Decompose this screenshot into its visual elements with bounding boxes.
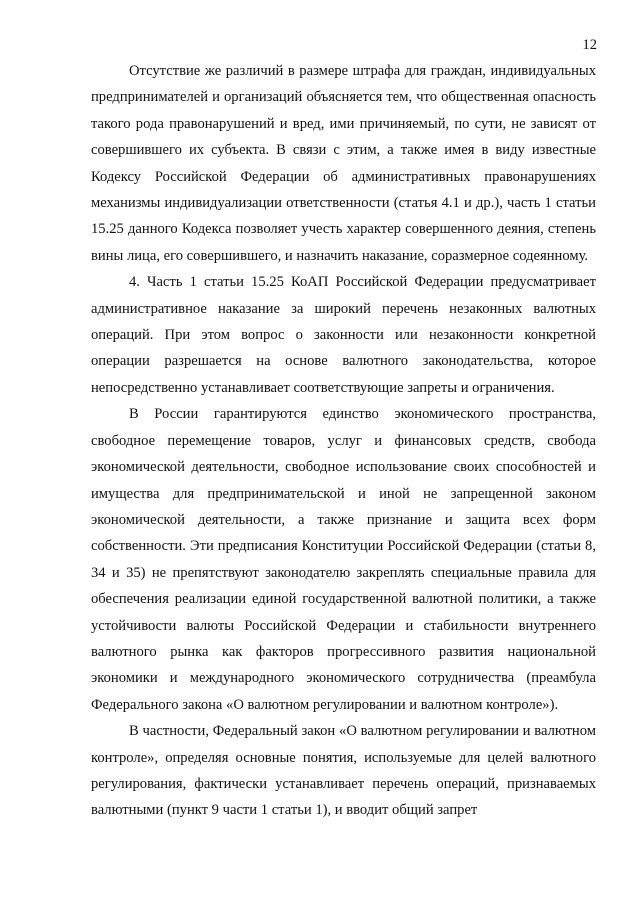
paragraph-article-15-25: 4. Часть 1 статьи 15.25 КоАП Российской Федерации предусматривает административное наказание за широкий перечень незаконных валютных операций. При этом вопрос о законности или незаконности конкретной операции разрешается на основе валютного законодательства, которое непосредственно устанавливает соответствующие запреты и ограничения. <box>91 274 596 396</box>
document-body <box>91 58 596 824</box>
page-number: 12 <box>582 37 597 53</box>
paragraph-penalty-equality: Отсутствие же различий в размере штрафа для граждан, индивидуальных предпринимателей и организаций объясняется тем, что общественная опасность такого рода правонарушений и вред, ими причиняемый, по сути, не зависят от совершившего их субъекта. В связи с этим, а также имея в виду известные Кодексу Российской Федерации об административных правонарушениях механизмы индивидуализации ответственности (статья 4.1 и др.), часть 1 статьи 15.25 данного Кодекса позволяет учесть характер совершенного деяния, степень вины лица, его совершившего, и назначить наказание, соразмерное содеянному. <box>91 63 596 264</box>
paragraph-constitution-guarantees: В России гарантируются единство экономического пространства, свободное перемещение товаров, услуг и финансовых средств, свобода экономической деятельности, свободное использование своих способностей и имущества для предпринимательской и иной не запрещенной законом экономической деятельности, а также признание и защита всех форм собственности. Эти предписания Конституции Российской Федерации (статьи 8, 34 и 35) не препятствуют законодателю закреплять специальные правила для обеспечения реализации единой государственной валютной политики, а также устойчивости валюты Российской Федерации и стабильности внутреннего валютного рынка как факторов прогрессивного развития национальной экономики и международного экономического сотрудничества (преамбула Федерального закона «О валютном регулировании и валютном контроле»). <box>91 406 596 713</box>
paragraph-federal-law: В частности, Федеральный закон «О валютном регулировании и валютном контроле», определяя основные понятия, используемые для целей валютного регулирования, фактически устанавливает перечень операций, признаваемых валютными (пункт 9 части 1 статьи 1), и вводит общий запрет <box>91 723 596 819</box>
